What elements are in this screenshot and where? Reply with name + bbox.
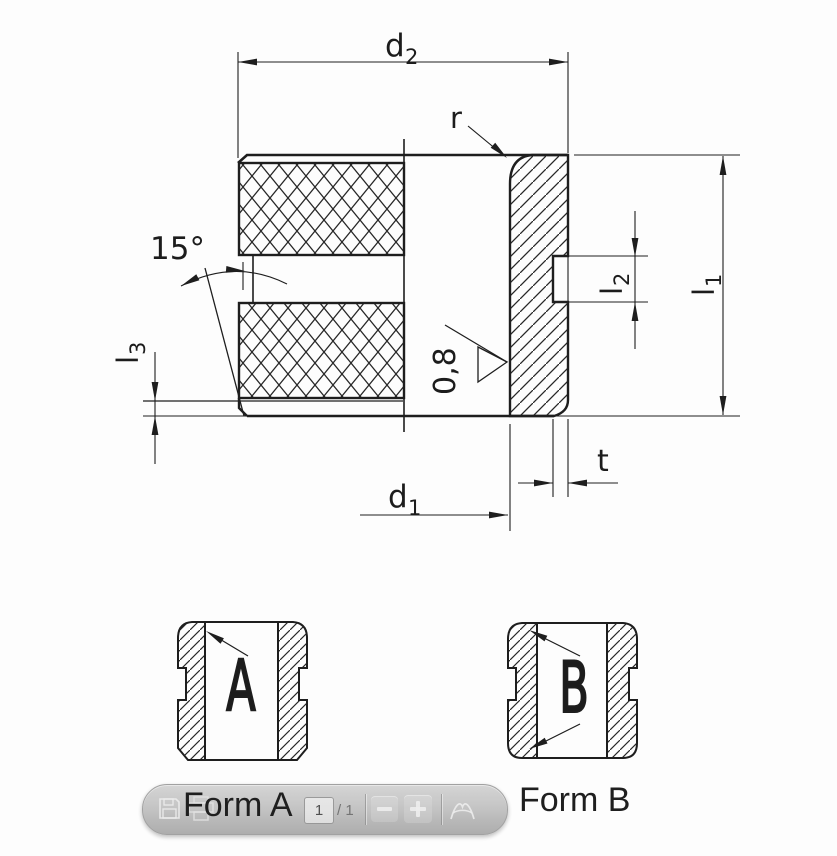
form-a-left-wall <box>178 622 205 760</box>
label-roughness: 0,8 <box>428 347 463 395</box>
label-angle: 15° <box>150 231 205 267</box>
page-number-field[interactable] <box>304 797 334 824</box>
label-d2: d <box>385 28 405 64</box>
save-button[interactable] <box>158 796 181 821</box>
dimensions <box>143 52 740 531</box>
main-view <box>143 139 568 432</box>
dimension-labels <box>111 28 726 520</box>
section-body <box>510 155 568 416</box>
zoom-in-button[interactable] <box>404 795 432 823</box>
label-r: r <box>450 101 462 135</box>
form-b-caption: Form B <box>519 781 631 819</box>
label-d1: d <box>388 479 408 515</box>
save-icon <box>158 796 181 821</box>
form-a-right-wall <box>278 622 307 760</box>
label-l3-sub: 3 <box>126 341 150 355</box>
label-l1-sub: 1 <box>702 273 726 287</box>
dimension-d2 <box>238 52 568 158</box>
label-d1-sub: 1 <box>408 496 422 520</box>
acrobat-logo-button[interactable] <box>448 795 477 823</box>
label-l3: l <box>111 355 145 364</box>
toolbar-separator <box>365 794 366 825</box>
form-a-figure <box>178 622 307 760</box>
zoom-in-icon <box>404 795 432 823</box>
form-a-arrowhead <box>206 631 224 644</box>
form-a-caption: Form A <box>183 786 293 824</box>
form-b-left-wall <box>508 623 537 758</box>
label-d2-sub: 2 <box>405 45 419 69</box>
label-l1: l <box>687 287 721 296</box>
dimension-l2 <box>568 211 648 349</box>
form-b-right-wall <box>607 623 637 758</box>
page-number-value: 1 <box>314 802 324 819</box>
form-b-figure <box>508 623 637 758</box>
form-b-stamp-letter: B <box>559 647 589 729</box>
zoom-out-button[interactable] <box>371 796 398 822</box>
label-l2: l <box>595 286 629 295</box>
acrobat-logo-icon <box>448 795 477 823</box>
page-total-label: / 1 <box>337 801 354 819</box>
dimension-d1 <box>360 424 510 531</box>
zoom-out-icon <box>371 796 398 822</box>
label-t: t <box>597 444 609 479</box>
toolbar-separator <box>441 794 442 825</box>
knurl-band-bottom <box>239 303 404 398</box>
knurl-band-top <box>239 163 404 255</box>
form-a-stamp-letter: A <box>226 645 256 727</box>
label-l2-sub: 2 <box>610 272 634 286</box>
